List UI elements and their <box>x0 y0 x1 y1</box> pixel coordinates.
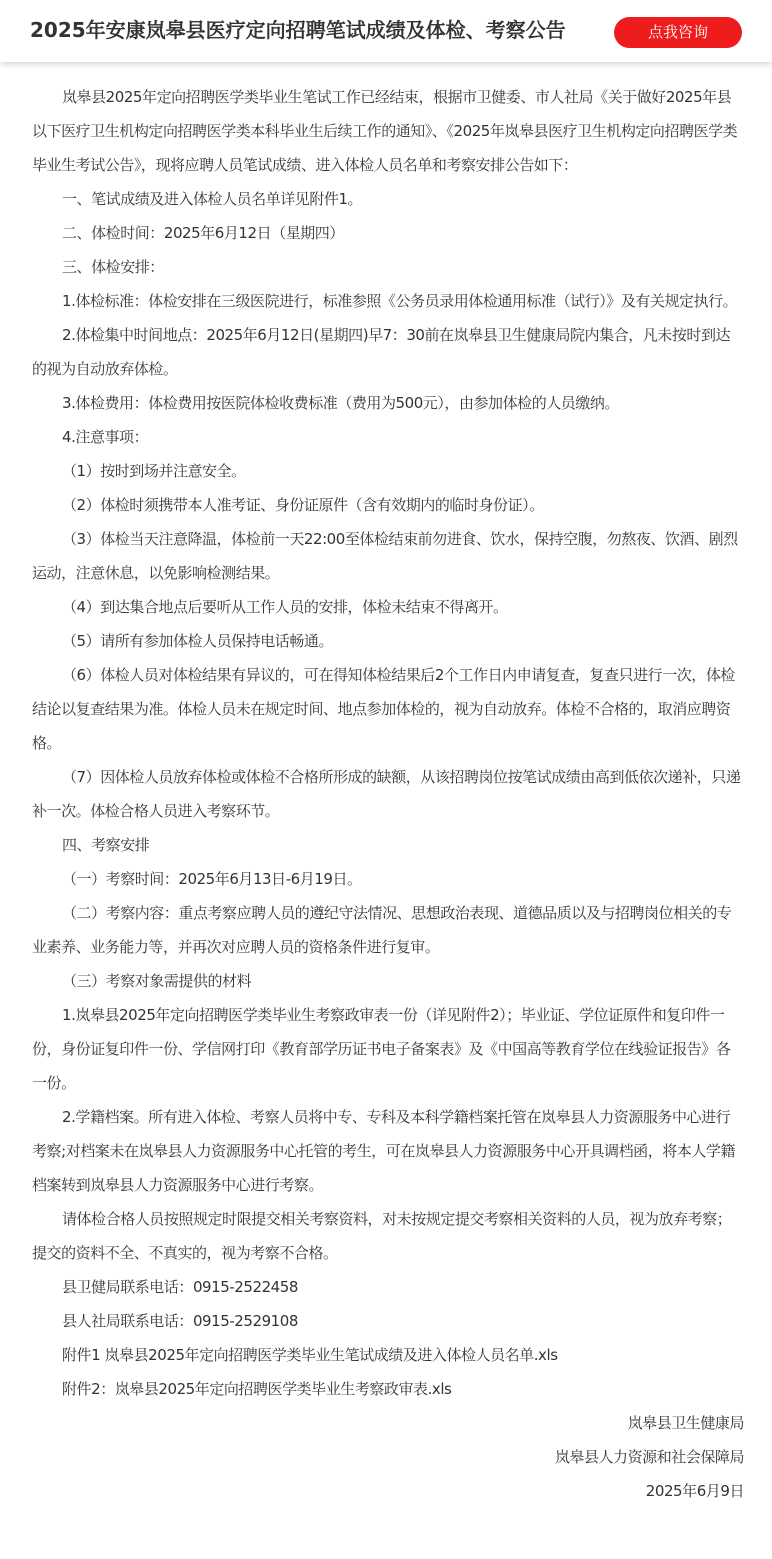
hr-bureau-phone: 县人社局联系电话：0915-2529108 <box>62 1312 298 1330</box>
inspection-material-item: 2.学籍档案。所有进入体检、考察人员将中专、专科及本科学籍档案托管在岚皋县人力资源服务中心进行考察;对档案未在岚皋县人力资源服务中心托管的考生，可在岚皋县人力资源服务中心开具调档函，将本人学籍档案转到岚皋县人力资源服务中心进行考察。 <box>32 1108 736 1194</box>
note-item: （6）体检人员对体检结果有异议的，可在得知体检结果后2个工作日内申请复查，复查只进行一次，体检结论以复查结果为准。体检人员未在规定时间、地点参加体检的，视为自动放弃。体检不合格的，取消应聘资格。 <box>32 666 735 752</box>
attachment-1: 附件1 岚皋县2025年定向招聘医学类毕业生笔试成绩及进入体检人员名单.xls <box>62 1346 558 1364</box>
page-header <box>0 0 772 62</box>
note-item: （3）体检当天注意降温，体检前一天22:00至体检结束前勿进食、饮水，保持空腹，勿熬夜、饮酒、剧烈运动，注意休息，以免影响检测结果。 <box>32 530 738 582</box>
inspection-content: （二）考察内容：重点考察应聘人员的遵纪守法情况、思想政治表现、道德品质以及与招聘岗位相关的专业素养、业务能力等，并再次对应聘人员的资格条件进行复审。 <box>32 904 732 956</box>
section-written-results: 一、笔试成绩及进入体检人员名单详见附件1。 <box>62 190 363 208</box>
note-item: （1）按时到场并注意安全。 <box>62 462 246 480</box>
notes-heading: 4.注意事项： <box>62 428 149 446</box>
signature-hr-bureau: 岚皋县人力资源和社会保障局 <box>554 1448 744 1466</box>
section-exam-arrangement: 三、体检安排： <box>62 258 164 276</box>
section-inspection: 四、考察安排 <box>62 836 150 854</box>
section-exam-time: 二、体检时间：2025年6月12日（星期四） <box>62 224 344 242</box>
exam-standard: 1.体检标准：体检安排在三级医院进行，标准参照《公务员录用体检通用标准（试行）》及有关规定执行。 <box>62 292 738 310</box>
submission-notice: 请体检合格人员按照规定时限提交相关考察资料，对未按规定提交考察相关资料的人员，视为放弃考察；提交的资料不全、不真实的，视为考察不合格。 <box>32 1210 732 1262</box>
note-item: （4）到达集合地点后要听从工作人员的安排，体检未结束不得离开。 <box>62 598 508 616</box>
exam-fee: 3.体检费用：体检费用按医院体检收费标准（费用为500元），由参加体检的人员缴纳。 <box>62 394 619 412</box>
note-item: （2）体检时须携带本人准考证、身份证原件（含有效期内的临时身份证）。 <box>62 496 544 514</box>
inspection-material-item: 1.岚皋县2025年定向招聘医学类毕业生考察政审表一份（详见附件2）；毕业证、学位证原件和复印件一份，身份证复印件一份、学信网打印《教育部学历证书电子备案表》及《中国高等教育学位在线验证报告》各一份。 <box>32 1006 731 1092</box>
page-title: 2025年安康岚皋县医疗定向招聘笔试成绩及体检、考察公告 <box>30 18 566 42</box>
intro-paragraph: 岚皋县2025年定向招聘医学类毕业生笔试工作已经结束，根据市卫健委、市人社局《关于做好2025年县以下医疗卫生机构定向招聘医学类本科毕业生后续工作的通知》、《2025年岚皋县医疗卫生机构定向招聘医学类毕业生考试公告》，现将应聘人员笔试成绩、进入体检人员名单和考察安排公告如下： <box>32 88 738 174</box>
inspection-time: （一）考察时间：2025年6月13日-6月19日。 <box>62 870 362 888</box>
consult-button[interactable]: 点我咨询 <box>614 17 742 48</box>
exam-time-location: 2.体检集中时间地点：2025年6月12日(星期四)早7：30前在岚皋县卫生健康局院内集合，凡未按时到达的视为自动放弃体检。 <box>32 326 731 378</box>
inspection-materials-heading: （三）考察对象需提供的材料 <box>62 972 252 990</box>
signature-health-bureau: 岚皋县卫生健康局 <box>627 1414 744 1432</box>
signature-date: 2025年6月9日 <box>645 1482 744 1500</box>
health-bureau-phone: 县卫健局联系电话：0915-2522458 <box>62 1278 298 1296</box>
note-item: （7）因体检人员放弃体检或体检不合格所形成的缺额，从该招聘岗位按笔试成绩由高到低依次递补，只递补一次。体检合格人员进入考察环节。 <box>32 768 741 820</box>
attachment-2: 附件2：岚皋县2025年定向招聘医学类毕业生考察政审表.xls <box>62 1380 452 1398</box>
article-body <box>32 80 744 1508</box>
note-item: （5）请所有参加体检人员保持电话畅通。 <box>62 632 333 650</box>
